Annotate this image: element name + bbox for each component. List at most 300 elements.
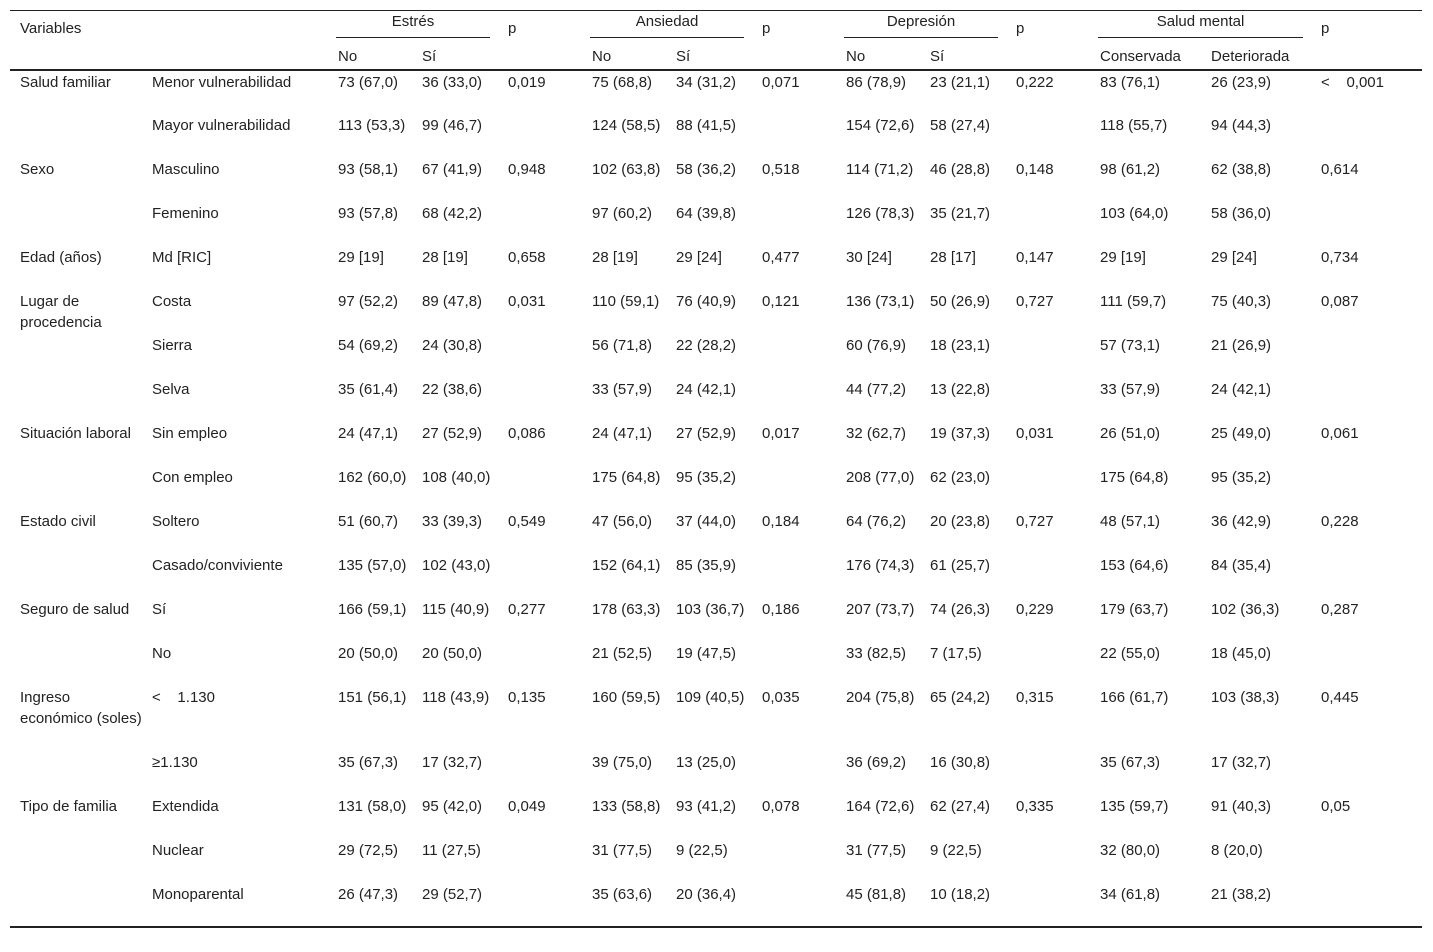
cell-salud-p: 0,445 bbox=[1321, 689, 1359, 706]
cell-variable: Estado civil bbox=[20, 513, 96, 530]
cell-category: Sierra bbox=[152, 337, 193, 354]
cell-depresion-no: 32 (62,7) bbox=[846, 425, 907, 442]
cell-salud-deteriorada: 91 (40,3) bbox=[1211, 798, 1272, 815]
cell-depresion-si: 16 (30,8) bbox=[930, 754, 991, 771]
cell-estres-p bbox=[498, 202, 582, 246]
cell-estres-no: 93 (58,1) bbox=[338, 161, 399, 178]
cell-depresion-si: 74 (26,3) bbox=[930, 601, 991, 618]
cell-ansiedad-p bbox=[752, 378, 836, 422]
cell-estres-si: 20 (50,0) bbox=[422, 645, 483, 662]
cell-ansiedad-si: 64 (39,8) bbox=[676, 205, 737, 222]
cell-salud-deteriorada: 18 (45,0) bbox=[1211, 645, 1272, 662]
cell-ansiedad-no: 124 (58,5) bbox=[592, 117, 661, 134]
cell-depresion-si: 65 (24,2) bbox=[930, 689, 991, 706]
cell-salud-conservada: 111 (59,7) bbox=[1100, 293, 1167, 310]
cell-salud-deteriorada: 8 (20,0) bbox=[1211, 842, 1263, 859]
cell-depresion-no: 33 (82,5) bbox=[846, 645, 907, 662]
table-body bbox=[10, 70, 1422, 927]
cell-estres-si: 115 (40,9) bbox=[422, 601, 490, 618]
subheader-depresion-si: Sí bbox=[920, 44, 1006, 70]
cell-salud-deteriorada: 21 (38,2) bbox=[1201, 883, 1311, 927]
cell-estres-p: 0,948 bbox=[508, 161, 546, 178]
cell-estres-p bbox=[498, 642, 582, 686]
cell-ansiedad-si: 88 (41,5) bbox=[676, 117, 737, 134]
cell-ansiedad-p bbox=[752, 751, 836, 795]
cell-ansiedad-si: 24 (42,1) bbox=[676, 381, 737, 398]
cell-estres-si: 28 [19] bbox=[422, 249, 468, 266]
cell-salud-conservada: 22 (55,0) bbox=[1100, 645, 1161, 662]
cell-variable: Ingreso económico (soles) bbox=[20, 689, 142, 727]
subheader-ansiedad-no: No bbox=[582, 44, 666, 70]
cell-ansiedad-si: 19 (47,5) bbox=[676, 645, 737, 662]
cell-estres-si: 95 (42,0) bbox=[422, 798, 483, 815]
cell-depresion-no: 164 (72,6) bbox=[846, 798, 915, 815]
cell-depresion-no: 45 (81,8) bbox=[836, 883, 920, 927]
cell-estres-p: 0,031 bbox=[508, 293, 546, 310]
cell-depresion-p bbox=[1006, 883, 1090, 927]
cell-salud-p bbox=[1311, 334, 1422, 378]
cell-salud-deteriorada: 29 [24] bbox=[1211, 249, 1257, 266]
cell-ansiedad-no: 21 (52,5) bbox=[592, 645, 653, 662]
cell-variable: Situación laboral bbox=[20, 425, 131, 442]
cell-variable bbox=[10, 114, 142, 158]
cell-salud-conservada: 103 (64,0) bbox=[1100, 205, 1169, 222]
cell-salud-p: 0,287 bbox=[1321, 601, 1359, 618]
cell-depresion-p: 0,222 bbox=[1016, 74, 1054, 91]
table-row bbox=[10, 883, 1422, 927]
cell-estres-p bbox=[498, 751, 582, 795]
cell-variable bbox=[10, 554, 142, 598]
cell-salud-p bbox=[1311, 554, 1422, 598]
cell-ansiedad-si: 85 (35,9) bbox=[676, 557, 737, 574]
cell-estres-p bbox=[498, 554, 582, 598]
cell-depresion-p bbox=[1006, 202, 1090, 246]
cell-depresion-si: 7 (17,5) bbox=[930, 645, 982, 662]
cell-category: Masculino bbox=[152, 161, 220, 178]
subheader-depresion-no: No bbox=[836, 44, 920, 70]
cell-depresion-no: 126 (78,3) bbox=[846, 205, 915, 222]
cell-ansiedad-si: 9 (22,5) bbox=[676, 842, 728, 859]
cell-ansiedad-si: 22 (28,2) bbox=[676, 337, 737, 354]
cell-salud-deteriorada: 26 (23,9) bbox=[1211, 74, 1272, 91]
cell-depresion-p: 0,147 bbox=[1016, 249, 1054, 266]
cell-salud-p: 0,734 bbox=[1321, 249, 1359, 266]
cell-estres-si: 118 (43,9) bbox=[422, 689, 490, 706]
cell-ansiedad-no: 28 [19] bbox=[592, 249, 638, 266]
cell-category: Extendida bbox=[152, 798, 219, 815]
cell-variable: Seguro de salud bbox=[20, 601, 130, 618]
cell-salud-p: < 0,001 bbox=[1321, 74, 1384, 91]
cell-ansiedad-no: 102 (63,8) bbox=[592, 161, 661, 178]
cell-salud-conservada: 166 (61,7) bbox=[1100, 689, 1169, 706]
table-row bbox=[10, 334, 1422, 378]
cell-depresion-no: 136 (73,1) bbox=[846, 293, 915, 310]
table-row bbox=[10, 246, 1422, 290]
cell-ansiedad-p: 0,078 bbox=[762, 798, 800, 815]
subheader-salud-conservada: Conservada bbox=[1090, 44, 1201, 70]
cell-depresion-p bbox=[1006, 378, 1090, 422]
cell-estres-no: 20 (50,0) bbox=[338, 645, 399, 662]
cell-depresion-no: 30 [24] bbox=[846, 249, 892, 266]
cell-salud-deteriorada: 102 (36,3) bbox=[1211, 601, 1280, 618]
cell-salud-conservada: 98 (61,2) bbox=[1100, 161, 1161, 178]
subheader-ansiedad-si: Sí bbox=[666, 44, 752, 70]
cell-depresion-si: 35 (21,7) bbox=[930, 205, 991, 222]
cell-ansiedad-no: 175 (64,8) bbox=[592, 469, 661, 486]
cell-depresion-no: 86 (78,9) bbox=[846, 74, 907, 91]
cell-depresion-si: 46 (28,8) bbox=[930, 161, 991, 178]
cell-salud-conservada: 26 (51,0) bbox=[1100, 425, 1161, 442]
cell-category: < 1.130 bbox=[152, 689, 215, 706]
cell-salud-conservada: 48 (57,1) bbox=[1100, 513, 1161, 530]
cell-ansiedad-p: 0,184 bbox=[762, 513, 800, 530]
cell-ansiedad-p bbox=[752, 334, 836, 378]
table-row bbox=[10, 422, 1422, 466]
cell-ansiedad-p: 0,017 bbox=[762, 425, 800, 442]
cell-ansiedad-p: 0,035 bbox=[762, 689, 800, 706]
cell-depresion-p bbox=[1006, 839, 1090, 883]
cell-category: Costa bbox=[152, 293, 192, 310]
cell-depresion-si: 62 (27,4) bbox=[930, 798, 991, 815]
cell-estres-no: 51 (60,7) bbox=[338, 513, 399, 530]
cell-ansiedad-si: 109 (40,5) bbox=[676, 689, 745, 706]
cell-variable: Lugar de procedencia bbox=[20, 293, 102, 331]
cell-salud-p bbox=[1311, 642, 1422, 686]
results-table bbox=[10, 10, 1422, 928]
cell-salud-conservada: 135 (59,7) bbox=[1100, 798, 1169, 815]
cell-ansiedad-p: 0,186 bbox=[762, 601, 800, 618]
cell-estres-no: 29 (72,5) bbox=[338, 842, 399, 859]
cell-ansiedad-p bbox=[752, 839, 836, 883]
cell-estres-p: 0,049 bbox=[508, 798, 546, 815]
header-p-estres: p bbox=[498, 11, 582, 45]
cell-estres-si: 102 (43,0) bbox=[422, 557, 491, 574]
cell-salud-deteriorada: 62 (38,8) bbox=[1211, 161, 1272, 178]
cell-category: Soltero bbox=[152, 513, 200, 530]
cell-estres-p bbox=[498, 466, 582, 510]
cell-salud-deteriorada: 84 (35,4) bbox=[1211, 557, 1272, 574]
cell-estres-no: 151 (56,1) bbox=[338, 689, 407, 706]
cell-salud-p bbox=[1311, 378, 1422, 422]
cell-ansiedad-p bbox=[752, 466, 836, 510]
cell-estres-no: 73 (67,0) bbox=[338, 74, 399, 91]
cell-ansiedad-si: 95 (35,2) bbox=[676, 469, 737, 486]
cell-ansiedad-no: 24 (47,1) bbox=[592, 425, 653, 442]
cell-ansiedad-si: 37 (44,0) bbox=[676, 513, 737, 530]
cell-salud-conservada: 32 (80,0) bbox=[1100, 842, 1161, 859]
cell-estres-no: 97 (52,2) bbox=[338, 293, 399, 310]
cell-depresion-si: 19 (37,3) bbox=[930, 425, 991, 442]
cell-depresion-si: 20 (23,8) bbox=[930, 513, 991, 530]
cell-estres-p: 0,277 bbox=[508, 601, 546, 618]
cell-depresion-no: 208 (77,0) bbox=[846, 469, 915, 486]
cell-ansiedad-no: 39 (75,0) bbox=[592, 754, 653, 771]
subheader-estres-no: No bbox=[328, 44, 412, 70]
cell-variable bbox=[10, 751, 142, 795]
cell-salud-deteriorada: 94 (44,3) bbox=[1211, 117, 1272, 134]
table-row bbox=[10, 114, 1422, 158]
cell-salud-conservada: 153 (64,6) bbox=[1100, 557, 1169, 574]
cell-depresion-si: 58 (27,4) bbox=[930, 117, 991, 134]
cell-ansiedad-p: 0,071 bbox=[762, 74, 800, 91]
cell-depresion-p: 0,335 bbox=[1016, 798, 1054, 815]
cell-depresion-no: 36 (69,2) bbox=[846, 754, 907, 771]
cell-depresion-no: 207 (73,7) bbox=[846, 601, 915, 618]
cell-estres-no: 93 (57,8) bbox=[338, 205, 399, 222]
table-row bbox=[10, 290, 1422, 334]
cell-estres-si: 29 (52,7) bbox=[412, 883, 498, 927]
table-row bbox=[10, 510, 1422, 554]
cell-ansiedad-si: 29 [24] bbox=[676, 249, 722, 266]
header-p-ansiedad: p bbox=[752, 11, 836, 45]
cell-estres-no: 35 (67,3) bbox=[338, 754, 399, 771]
cell-category: Casado/conviviente bbox=[152, 557, 283, 574]
cell-estres-si: 24 (30,8) bbox=[422, 337, 483, 354]
cell-estres-no: 113 (53,3) bbox=[338, 117, 406, 134]
cell-estres-si: 108 (40,0) bbox=[422, 469, 491, 486]
cell-estres-si: 11 (27,5) bbox=[422, 842, 481, 859]
cell-ansiedad-no: 178 (63,3) bbox=[592, 601, 661, 618]
cell-category: Con empleo bbox=[152, 469, 233, 486]
cell-depresion-p: 0,031 bbox=[1016, 425, 1054, 442]
table-row bbox=[10, 202, 1422, 246]
cell-estres-no: 162 (60,0) bbox=[338, 469, 407, 486]
cell-variable bbox=[10, 839, 142, 883]
cell-depresion-p: 0,315 bbox=[1016, 689, 1054, 706]
cell-estres-no: 54 (69,2) bbox=[338, 337, 399, 354]
cell-estres-si: 22 (38,6) bbox=[422, 381, 483, 398]
cell-estres-no: 131 (58,0) bbox=[338, 798, 407, 815]
table-row bbox=[10, 795, 1422, 839]
cell-ansiedad-si: 93 (41,2) bbox=[676, 798, 737, 815]
cell-salud-deteriorada: 58 (36,0) bbox=[1211, 205, 1272, 222]
cell-salud-deteriorada: 95 (35,2) bbox=[1211, 469, 1272, 486]
cell-depresion-no: 44 (77,2) bbox=[846, 381, 907, 398]
cell-depresion-p bbox=[1006, 751, 1090, 795]
subheader-salud-deteriorada: Deteriorada bbox=[1201, 44, 1311, 70]
cell-ansiedad-si: 103 (36,7) bbox=[676, 601, 745, 618]
cell-ansiedad-no: 97 (60,2) bbox=[592, 205, 653, 222]
header-variables: Variables bbox=[10, 11, 142, 45]
cell-ansiedad-p bbox=[752, 202, 836, 246]
cell-salud-conservada: 118 (55,7) bbox=[1100, 117, 1168, 134]
cell-depresion-si: 50 (26,9) bbox=[930, 293, 991, 310]
cell-estres-p: 0,135 bbox=[508, 689, 546, 706]
cell-depresion-p: 0,229 bbox=[1016, 601, 1054, 618]
cell-ansiedad-no: 33 (57,9) bbox=[592, 381, 653, 398]
cell-ansiedad-p: 0,518 bbox=[762, 161, 800, 178]
cell-salud-p bbox=[1311, 202, 1422, 246]
cell-estres-p bbox=[498, 839, 582, 883]
cell-depresion-si: 10 (18,2) bbox=[920, 883, 1006, 927]
cell-depresion-p: 0,727 bbox=[1016, 513, 1054, 530]
cell-category: Md [RIC] bbox=[152, 249, 212, 266]
cell-estres-p: 0,086 bbox=[508, 425, 546, 442]
cell-salud-conservada: 33 (57,9) bbox=[1100, 381, 1161, 398]
cell-ansiedad-si: 58 (36,2) bbox=[676, 161, 737, 178]
table-row bbox=[10, 839, 1422, 883]
cell-variable: Tipo de familia bbox=[20, 798, 117, 815]
cell-salud-deteriorada: 75 (40,3) bbox=[1211, 293, 1272, 310]
cell-ansiedad-p bbox=[752, 554, 836, 598]
cell-salud-conservada: 83 (76,1) bbox=[1100, 74, 1161, 91]
cell-depresion-no: 64 (76,2) bbox=[846, 513, 907, 530]
table-row bbox=[10, 378, 1422, 422]
cell-category: Sin empleo bbox=[152, 425, 228, 442]
group-header-estres: Estrés bbox=[336, 11, 490, 38]
cell-salud-p: 0,087 bbox=[1321, 293, 1359, 310]
cell-ansiedad-no: 110 (59,1) bbox=[592, 293, 660, 310]
table-row bbox=[10, 686, 1422, 751]
cell-salud-conservada: 57 (73,1) bbox=[1100, 337, 1161, 354]
cell-depresion-p bbox=[1006, 114, 1090, 158]
table-row bbox=[10, 751, 1422, 795]
cell-salud-deteriorada: 25 (49,0) bbox=[1211, 425, 1272, 442]
cell-variable bbox=[10, 202, 142, 246]
cell-estres-no: 29 [19] bbox=[338, 249, 384, 266]
cell-ansiedad-no: 56 (71,8) bbox=[592, 337, 653, 354]
table-row bbox=[10, 642, 1422, 686]
cell-variable bbox=[10, 378, 142, 422]
cell-depresion-si: 61 (25,7) bbox=[930, 557, 991, 574]
cell-estres-p: 0,658 bbox=[508, 249, 546, 266]
cell-variable bbox=[10, 334, 142, 378]
cell-salud-p: 0,05 bbox=[1321, 798, 1351, 815]
cell-ansiedad-no: 133 (58,8) bbox=[592, 798, 661, 815]
cell-depresion-no: 60 (76,9) bbox=[846, 337, 907, 354]
cell-salud-p bbox=[1311, 883, 1422, 927]
cell-variable: Edad (años) bbox=[20, 249, 102, 266]
cell-salud-deteriorada: 103 (38,3) bbox=[1211, 689, 1280, 706]
cell-estres-p bbox=[498, 378, 582, 422]
cell-variable: Sexo bbox=[20, 161, 55, 178]
cell-salud-conservada: 179 (63,7) bbox=[1100, 601, 1169, 618]
cell-ansiedad-si: 20 (36,4) bbox=[666, 883, 752, 927]
cell-depresion-si: 13 (22,8) bbox=[930, 381, 991, 398]
cell-estres-si: 68 (42,2) bbox=[422, 205, 483, 222]
table-row bbox=[10, 466, 1422, 510]
cell-salud-p bbox=[1311, 751, 1422, 795]
cell-depresion-p bbox=[1006, 334, 1090, 378]
cell-salud-deteriorada: 17 (32,7) bbox=[1211, 754, 1272, 771]
cell-estres-p: 0,019 bbox=[508, 74, 546, 91]
cell-depresion-si: 62 (23,0) bbox=[930, 469, 991, 486]
cell-depresion-p bbox=[1006, 642, 1090, 686]
cell-salud-p bbox=[1311, 839, 1422, 883]
cell-category: Nuclear bbox=[152, 842, 204, 859]
cell-ansiedad-p bbox=[752, 883, 836, 927]
table-row bbox=[10, 554, 1422, 598]
cell-estres-si: 89 (47,8) bbox=[422, 293, 483, 310]
cell-ansiedad-p bbox=[752, 642, 836, 686]
group-header-salud-mental: Salud mental bbox=[1098, 11, 1303, 38]
cell-ansiedad-no: 47 (56,0) bbox=[592, 513, 653, 530]
cell-ansiedad-si: 76 (40,9) bbox=[676, 293, 737, 310]
cell-depresion-si: 23 (21,1) bbox=[930, 74, 991, 91]
cell-salud-conservada: 175 (64,8) bbox=[1100, 469, 1169, 486]
cell-estres-si: 67 (41,9) bbox=[422, 161, 483, 178]
cell-salud-conservada: 34 (61,8) bbox=[1090, 883, 1201, 927]
cell-ansiedad-p bbox=[752, 114, 836, 158]
cell-estres-si: 36 (33,0) bbox=[422, 74, 483, 91]
cell-depresion-p bbox=[1006, 554, 1090, 598]
cell-category: Menor vulnerabilidad bbox=[152, 74, 292, 91]
cell-estres-si: 27 (52,9) bbox=[422, 425, 483, 442]
table-header bbox=[10, 11, 1422, 71]
cell-category: Femenino bbox=[152, 205, 219, 222]
cell-depresion-no: 204 (75,8) bbox=[846, 689, 915, 706]
cell-salud-p: 0,614 bbox=[1321, 161, 1359, 178]
cell-ansiedad-no: 35 (63,6) bbox=[582, 883, 666, 927]
cell-estres-no: 35 (61,4) bbox=[338, 381, 399, 398]
cell-estres-no: 26 (47,3) bbox=[328, 883, 412, 927]
cell-depresion-no: 31 (77,5) bbox=[846, 842, 907, 859]
cell-depresion-si: 18 (23,1) bbox=[930, 337, 991, 354]
table-row bbox=[10, 158, 1422, 202]
cell-category: Monoparental bbox=[142, 883, 328, 927]
cell-salud-deteriorada: 24 (42,1) bbox=[1211, 381, 1272, 398]
header-p-salud-mental: p bbox=[1311, 11, 1422, 45]
cell-salud-deteriorada: 21 (26,9) bbox=[1211, 337, 1272, 354]
cell-variable bbox=[10, 642, 142, 686]
cell-estres-p bbox=[498, 114, 582, 158]
table-row bbox=[10, 70, 1422, 114]
cell-salud-deteriorada: 36 (42,9) bbox=[1211, 513, 1272, 530]
cell-ansiedad-p: 0,477 bbox=[762, 249, 800, 266]
cell-depresion-no: 154 (72,6) bbox=[846, 117, 915, 134]
cell-salud-p: 0,228 bbox=[1321, 513, 1359, 530]
header-p-depresion: p bbox=[1006, 11, 1090, 45]
cell-ansiedad-no: 31 (77,5) bbox=[592, 842, 653, 859]
cell-category: No bbox=[152, 645, 172, 662]
cell-depresion-p: 0,727 bbox=[1016, 293, 1054, 310]
cell-estres-p bbox=[498, 334, 582, 378]
cell-variable: Salud familiar bbox=[20, 74, 111, 91]
cell-estres-no: 24 (47,1) bbox=[338, 425, 399, 442]
cell-ansiedad-p: 0,121 bbox=[762, 293, 800, 310]
subheader-estres-si: Sí bbox=[412, 44, 498, 70]
cell-ansiedad-si: 27 (52,9) bbox=[676, 425, 737, 442]
cell-ansiedad-si: 34 (31,2) bbox=[676, 74, 737, 91]
cell-category: ≥1.130 bbox=[152, 754, 198, 771]
cell-ansiedad-si: 13 (25,0) bbox=[676, 754, 737, 771]
cell-ansiedad-no: 160 (59,5) bbox=[592, 689, 661, 706]
cell-salud-p: 0,061 bbox=[1321, 425, 1359, 442]
group-header-ansiedad: Ansiedad bbox=[590, 11, 744, 38]
cell-estres-no: 166 (59,1) bbox=[338, 601, 407, 618]
cell-estres-si: 33 (39,3) bbox=[422, 513, 483, 530]
cell-estres-si: 17 (32,7) bbox=[422, 754, 483, 771]
cell-category: Selva bbox=[152, 381, 190, 398]
table-wrapper bbox=[10, 10, 1422, 928]
cell-depresion-p bbox=[1006, 466, 1090, 510]
cell-salud-conservada: 29 [19] bbox=[1100, 249, 1146, 266]
cell-estres-si: 99 (46,7) bbox=[422, 117, 483, 134]
cell-variable bbox=[10, 883, 142, 927]
cell-depresion-p: 0,148 bbox=[1016, 161, 1054, 178]
cell-salud-p bbox=[1311, 466, 1422, 510]
cell-depresion-no: 114 (71,2) bbox=[846, 161, 914, 178]
cell-salud-conservada: 35 (67,3) bbox=[1100, 754, 1161, 771]
cell-category: Sí bbox=[152, 601, 167, 618]
cell-salud-p bbox=[1311, 114, 1422, 158]
cell-estres-no: 135 (57,0) bbox=[338, 557, 407, 574]
table-row bbox=[10, 598, 1422, 642]
cell-ansiedad-no: 152 (64,1) bbox=[592, 557, 661, 574]
cell-estres-p: 0,549 bbox=[508, 513, 546, 530]
cell-estres-p bbox=[498, 883, 582, 927]
cell-depresion-no: 176 (74,3) bbox=[846, 557, 915, 574]
